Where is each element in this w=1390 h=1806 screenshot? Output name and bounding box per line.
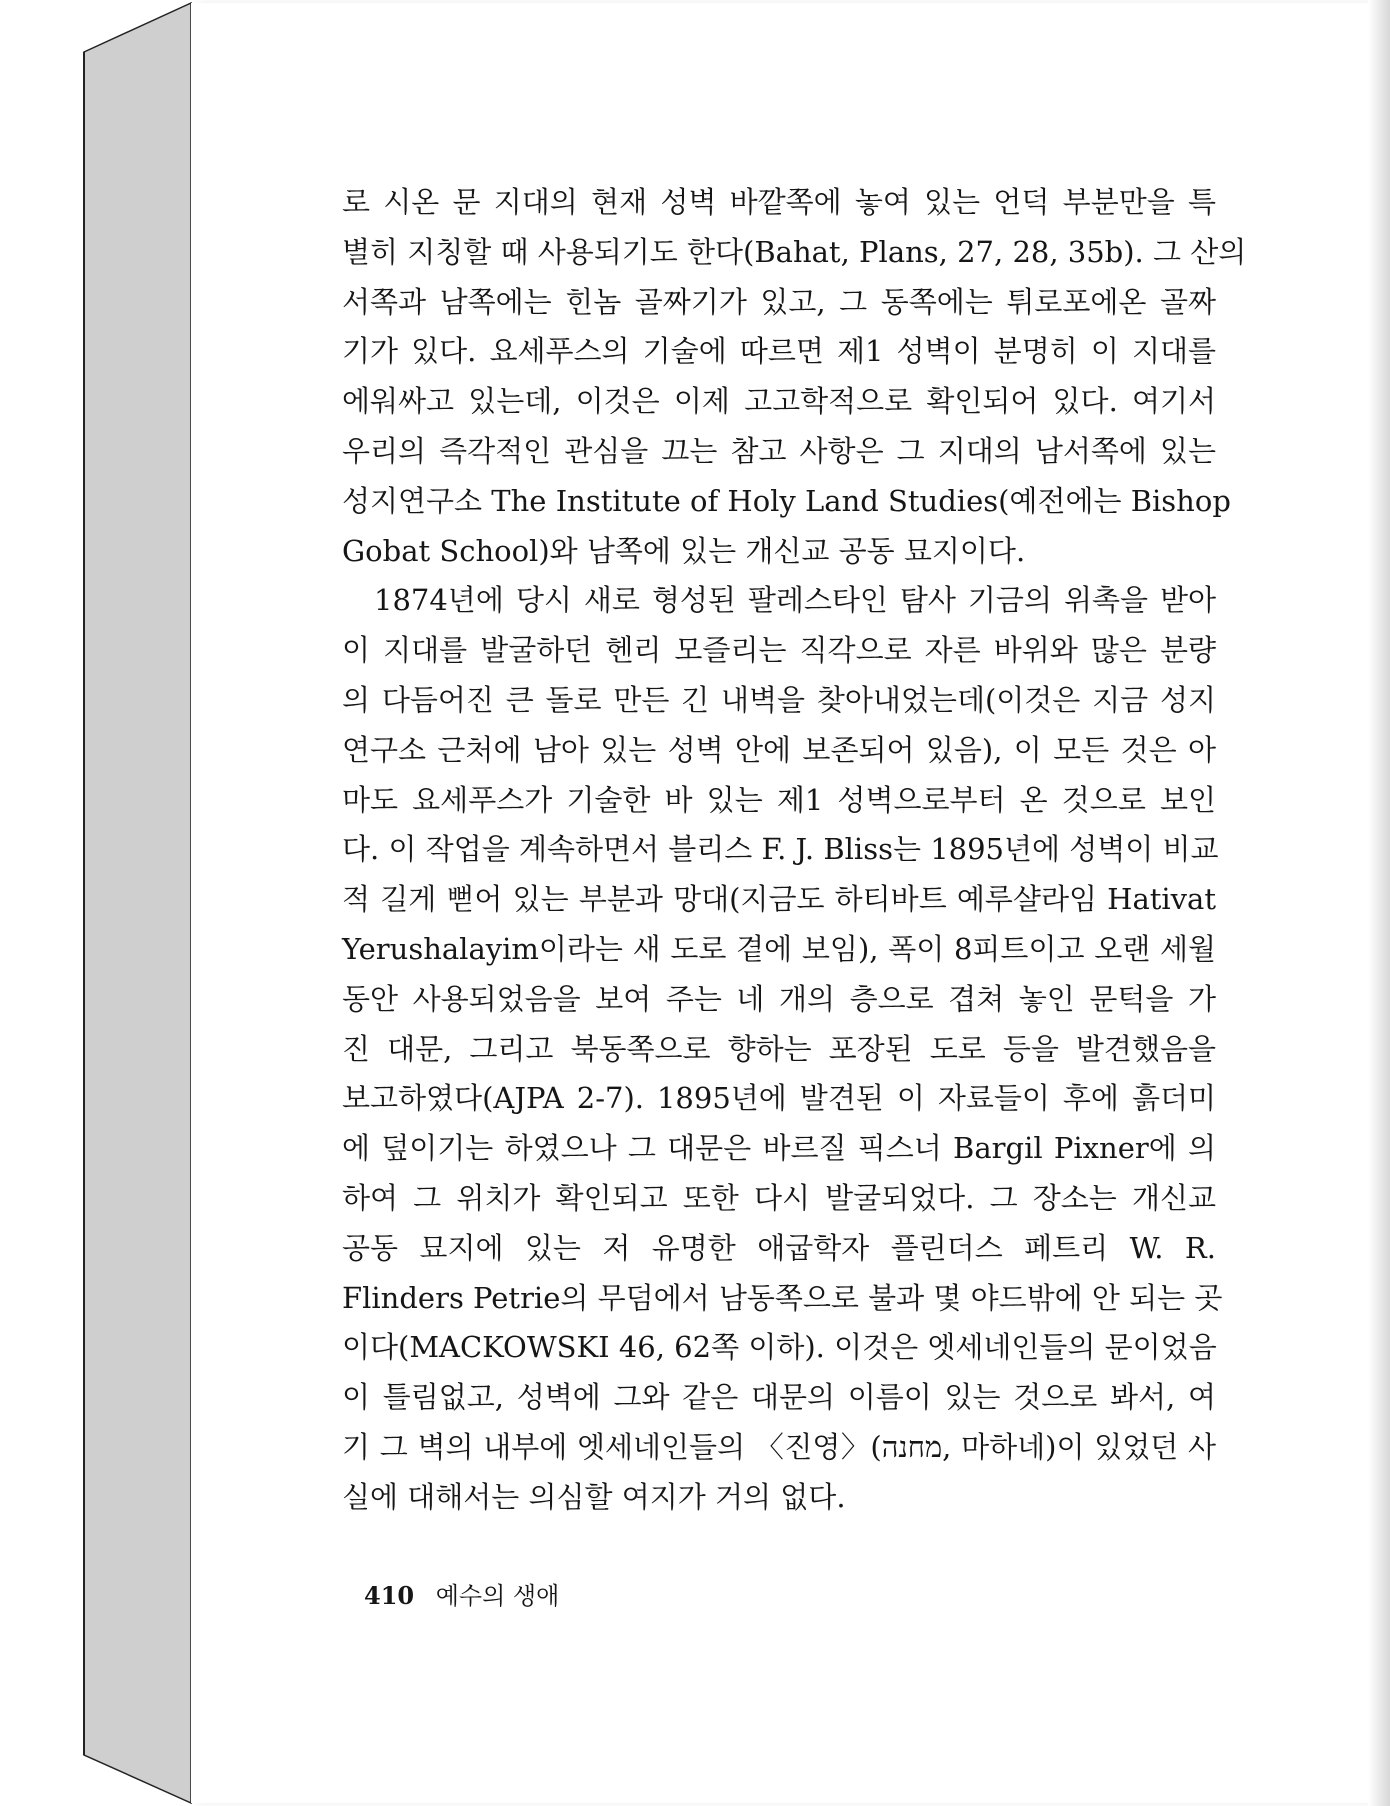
body-text (342, 178, 1247, 1523)
text-line: 이 틀림없고, 성벽에 그와 같은 대문의 이름이 있는 것으로 봐서, 여 (342, 1380, 1216, 1415)
text-line: 의 다듬어진 큰 돌로 만든 긴 내벽을 찾아내었는데(이것은 지금 성지 (342, 682, 1216, 717)
text-line: 에 덮이기는 하였으나 그 대문은 바르질 픽스너 Bargil Pixner에 의 (342, 1131, 1216, 1166)
text-line: Yerushalayim이라는 새 도로 곁에 보임), 폭이 8피트이고 오랜 세월 (342, 931, 1216, 966)
text-line: 동안 사용되었음을 보여 주는 네 개의 층으로 겹쳐 놓인 문턱을 가 (342, 981, 1216, 1016)
text-line: 서쪽과 남쪽에는 힌놈 골짜기가 있고, 그 동쪽에는 튀로포에온 골짜 (342, 284, 1216, 319)
paragraph-1 (342, 178, 1247, 576)
text-line: Gobat School)와 남쪽에 있는 개신교 공동 묘지이다. (342, 533, 1026, 568)
page-edge-shadow (1368, 0, 1390, 1806)
text-line: 성지연구소 The Institute of Holy Land Studies(예전에는 Bishop (342, 483, 1231, 518)
text-line: 에워싸고 있는데, 이것은 이제 고고학적으로 확인되어 있다. 여기서 (342, 384, 1216, 419)
text-line: 실에 대해서는 의심할 여지가 거의 없다. (342, 1479, 846, 1514)
text-line: 기 그 벽의 내부에 엣세네인들의 〈진영〉(מחנה, 마하네)이 있었던 사 (342, 1429, 1216, 1464)
text-line: 마도 요세푸스가 기술한 바 있는 제1 성벽으로부터 온 것으로 보인 (342, 782, 1216, 817)
paragraph-2 (342, 576, 1223, 1522)
text-line: 기가 있다. 요세푸스의 기술에 따르면 제1 성벽이 분명히 이 지대를 (342, 334, 1216, 369)
text-line: 이다(MACKOWSKI 46, 62쪽 이하). 이것은 엣세네인들의 문이었음 (342, 1330, 1217, 1365)
text-line: 1874년에 당시 새로 형성된 팔레스타인 탐사 기금의 위촉을 받아 (374, 583, 1216, 618)
text-line: 하여 그 위치가 확인되고 또한 다시 발굴되었다. 그 장소는 개신교 (342, 1180, 1216, 1215)
text-line: 이 지대를 발굴하던 헨리 모즐리는 직각으로 자른 바위와 많은 분량 (342, 633, 1216, 668)
page-footer (364, 1576, 559, 1611)
text-line: 공동 묘지에 있는 저 유명한 애굽학자 플린더스 페트리 W. R. (342, 1230, 1216, 1265)
text-line: 연구소 근처에 남아 있는 성벽 안에 보존되어 있음), 이 모든 것은 아 (342, 732, 1216, 767)
running-title: 예수의 생애 (435, 1582, 560, 1610)
page-number: 410 (364, 1581, 415, 1610)
text-line: 진 대문, 그리고 북동쪽으로 향하는 포장된 도로 등을 발견했음을 (342, 1031, 1216, 1066)
text-line: 우리의 즉각적인 관심을 끄는 참고 사항은 그 지대의 남서쪽에 있는 (342, 433, 1216, 468)
text-line: 로 시온 문 지대의 현재 성벽 바깥쪽에 놓여 있는 언덕 부분만을 특 (342, 185, 1216, 219)
text-line: 적 길게 뻗어 있는 부분과 망대(지금도 하티바트 예루샬라임 Hativat (342, 882, 1216, 917)
text-line: 보고하였다(AJPA 2-7). 1895년에 발견된 이 자료들이 후에 흙더미 (342, 1081, 1216, 1116)
text-line: 다. 이 작업을 계속하면서 블리스 F. J. Bliss는 1895년에 성벽이 비교 (342, 832, 1219, 867)
text-line: Flinders Petrie의 무덤에서 남동쪽으로 불과 몇 야드밖에 안 되는 곳 (342, 1280, 1223, 1315)
text-line: 별히 지칭할 때 사용되기도 한다(Bahat, Plans, 27, 28, 35b). 그 산의 (342, 234, 1247, 269)
